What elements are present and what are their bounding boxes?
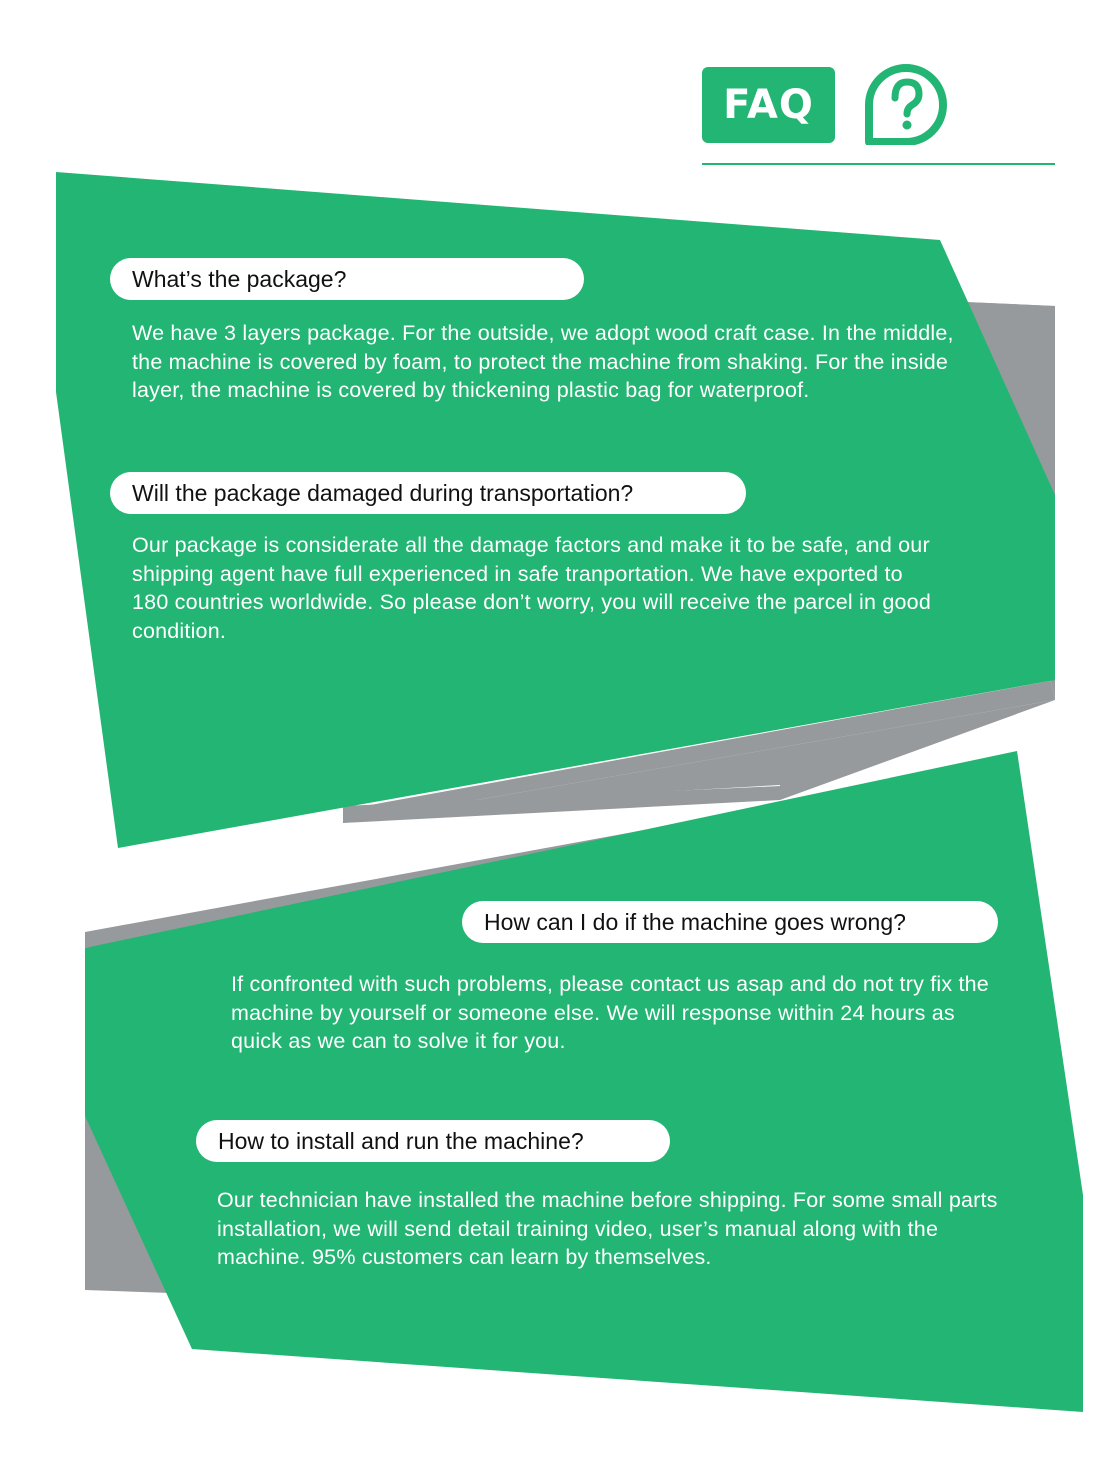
question-bubble-icon [862,60,952,145]
faq-answer-install: Our technician have installed the machine before shipping. For some small parts installation, we will send detail training video, user’s manual along with the machine. 95% customers can learn by themselves. [217,1188,998,1269]
faq-answer-package: We have 3 layers package. For the outside, we adopt wood craft case. In the middle, the machine is covered by foam, to protect the machine from shaking. For the inside layer, the machine is covered by thickening plastic bag for waterproof. [132,321,954,402]
faq-question-damage: Will the package damaged during transportation? [110,472,746,514]
faq-badge: FAQ [702,67,835,143]
faq-question-install: How to install and run the machine? [196,1120,670,1162]
faq-answer-damage: Our package is considerate all the damage factors and make it to be safe, and our shipping agent have full experienced in safe tranportation. We have exported to 180 countries worldwide. So please don’t worry, you will receive the parcel in good condition. [132,533,931,643]
faq-answer-goes-wrong: If confronted with such problems, please contact us asap and do not try fix the machine by yourself or someone else. We will response within 24 hours as quick as we can to solve it for you. [231,972,989,1053]
green-panel-lower [85,751,1083,1412]
faq-question-package: What’s the package? [110,258,584,300]
header-divider [702,163,1055,165]
faq-question-goes-wrong: How can I do if the machine goes wrong? [462,901,998,943]
